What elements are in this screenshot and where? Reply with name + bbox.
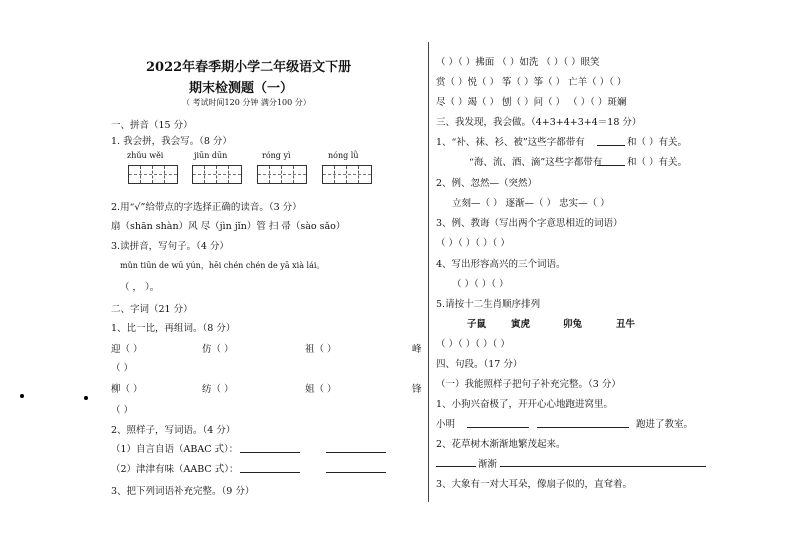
answer-line[interactable]: [436, 466, 476, 467]
compare-word: 姐（ ）: [305, 384, 337, 395]
pinyin-writing-box[interactable]: [192, 165, 242, 184]
answer-line[interactable]: [537, 427, 629, 428]
answer-line[interactable]: [326, 452, 386, 453]
question-2-3: 3、把下列词语补充完整。（9 分）: [111, 486, 255, 497]
compare-word: 峰: [412, 344, 422, 355]
question-1-3: 3.读拼音，写句子。（4 分）: [111, 241, 229, 252]
exam-info: （ 考试时间120 分钟 满分100 分）: [182, 98, 311, 107]
zodiac-item: 丑牛: [616, 319, 636, 330]
question-1-1: 1. 我会拼，我会写。（8 分）: [111, 136, 232, 147]
pinyin-writing-box[interactable]: [257, 165, 307, 184]
compare-blank[interactable]: （ ）: [111, 405, 134, 416]
column-divider: [428, 42, 429, 502]
title-line2: 期末检测题（一）: [189, 81, 294, 96]
sentence-answer-blank[interactable]: （ ， ）。: [120, 282, 160, 293]
sentence-subsection: （一）我能照样子把句子补充完整。（3 分）: [436, 379, 621, 390]
idiom-row[interactable]: 赏（ ）悦（ ） 筝（ ）筝（ ） 亡羊（ ）（ ）: [436, 77, 627, 88]
answer-line[interactable]: [597, 165, 625, 166]
zodiac-item: 寅虎: [511, 319, 531, 330]
similar-words-question: 3、例、教诲（写出两个字意思相近的词语）: [436, 218, 623, 229]
margin-dot: [84, 396, 88, 400]
compare-word: 柳（ ）: [111, 384, 143, 395]
pinyin-label: nóng lǜ: [328, 151, 359, 160]
zodiac-item: 子鼠: [467, 319, 487, 330]
answer-line[interactable]: [326, 472, 386, 473]
radical-question-b: “海、流、酒、滴”这些字都带有: [469, 157, 603, 168]
sentence-answer-prefix: 小明: [436, 419, 456, 430]
synonym-example: 2、例、忽然—（突然）: [436, 178, 538, 189]
compare-word: 祖（ ）: [305, 344, 337, 355]
happy-words-blanks[interactable]: （ ）（ ）（ ）: [452, 279, 509, 290]
pattern-abac: （1）自言自语（ABAC 式）：: [111, 444, 239, 455]
compare-word: 纺（ ）: [202, 384, 234, 395]
answer-line[interactable]: [597, 145, 625, 146]
section-words-heading: 二、字词（21 分）: [111, 304, 193, 315]
zodiac-blanks[interactable]: （ ）（ ）（ ）（ ）: [436, 339, 510, 350]
sentence-answer-middle: 渐渐: [478, 459, 498, 470]
happy-words-question: 4、写出形容高兴的三个词语。: [436, 259, 566, 270]
radical-question-b-end: 和（ ）有关。: [627, 157, 688, 168]
margin-dot: [20, 394, 24, 398]
zodiac-item: 卯兔: [563, 319, 583, 330]
answer-line[interactable]: [240, 472, 300, 473]
compare-word: 锋: [412, 384, 422, 395]
pinyin-label: róng yì: [262, 151, 291, 160]
reading-choice-line: 扇（shān shàn）风 尽（jìn jǐn）管 扫 帚（sào sǎo）: [111, 221, 346, 232]
section-pinyin-heading: 一、拼音（15 分）: [111, 120, 193, 131]
idiom-row[interactable]: （ ）（ ）拂面 （ ）如洗 （ ）（ ）眼笑: [436, 57, 600, 68]
question-1-2: 2.用“√”给带点的字选择正确的读音。（3 分）: [111, 202, 302, 213]
answer-line[interactable]: [240, 452, 300, 453]
compare-word: 仿（ ）: [202, 344, 234, 355]
question-2-1: 1、比一比，再组词。（8 分）: [111, 323, 236, 334]
question-2-2: 2、照样子，写词语。（4 分）: [111, 425, 236, 436]
sentence-example-2: 2、花草树木渐渐地繁茂起来。: [436, 439, 566, 450]
pinyin-writing-box[interactable]: [128, 165, 178, 184]
section-sentence-heading: 四、句段。（17 分）: [436, 359, 523, 370]
answer-line[interactable]: [500, 466, 706, 467]
pinyin-label: zhǔu wěi: [127, 151, 164, 160]
pattern-aabc: （2）津津有味（AABC 式）：: [111, 464, 239, 475]
synonym-blanks[interactable]: 立刻—（ ） 逐渐—（ ） 忠实—（ ）: [452, 198, 610, 209]
answer-line[interactable]: [467, 427, 529, 428]
pinyin-label: jiūn dūn: [194, 151, 228, 160]
pinyin-sentence: mǔn tiūn de wū yún，hēi chén chén de yā xià lái。: [120, 261, 325, 270]
pinyin-writing-box[interactable]: [322, 165, 372, 184]
title-line1: 2022年春季期小学二年级语文下册: [146, 60, 352, 75]
zodiac-question: 5.请按十二生肖顺序排列: [436, 299, 541, 310]
section-discover-heading: 三、我发现，我会做。（4+3+4+3+4＝18 分）: [436, 117, 642, 128]
sentence-example-1: 1、小狗兴奋极了，开开心心地跑进窝里。: [436, 399, 614, 410]
sentence-example-3: 3、大象有一对大耳朵，像扇子似的，直耷着。: [436, 479, 633, 490]
sentence-answer-suffix: 跑进了教室。: [636, 419, 694, 430]
idiom-row[interactable]: 尽（ ）竭（ ） 刨（ ）问（ ） （ ）（ ）斑斓: [436, 97, 627, 108]
compare-blank[interactable]: （ ）: [111, 363, 134, 374]
similar-words-blanks[interactable]: （ ）（ ）（ ）（ ）: [436, 238, 510, 249]
radical-question-a-end: 和（ ）有关。: [627, 137, 688, 148]
radical-question-a: 1、“补、袜、衫、被”这些字都带有: [436, 137, 585, 148]
compare-word: 迎（ ）: [111, 344, 143, 355]
